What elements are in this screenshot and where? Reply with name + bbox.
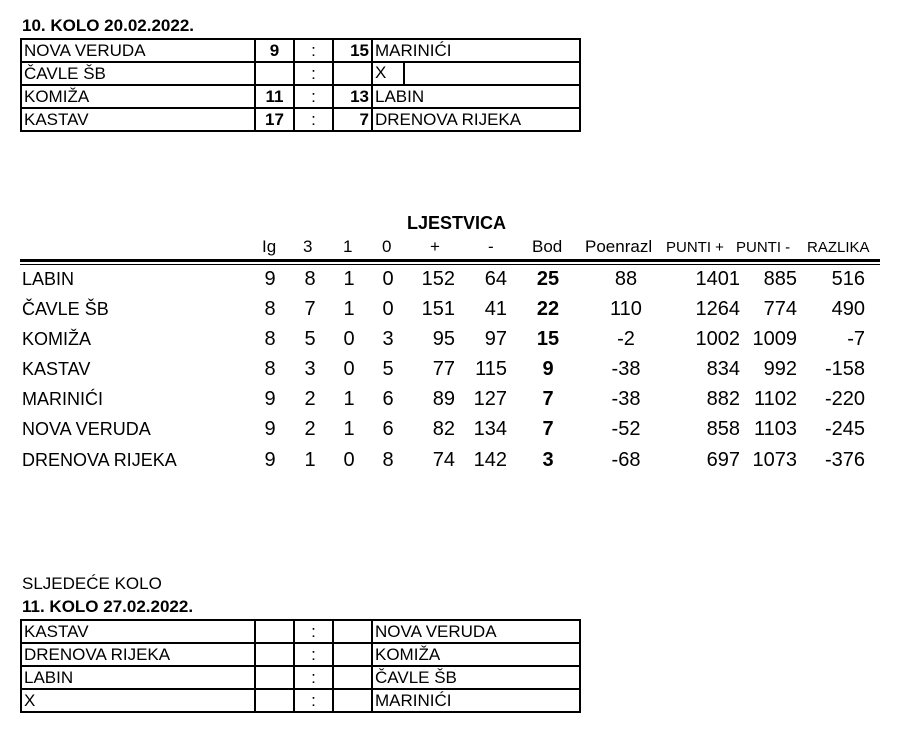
punti-plus: 1264 [695,298,740,320]
games-played: 9 [264,388,276,410]
punti-plus: 1002 [695,328,740,350]
header-poenrazl: Poenrazl [585,237,653,256]
team-name: ČAVLE ŠB [22,299,109,319]
away-team: MARINIĆI [372,39,580,62]
standings-title: LJESTVICA [407,213,507,233]
home-team: KASTAV [21,108,255,131]
team-name: KOMIŽA [22,329,92,349]
draws: 1 [343,418,355,440]
games-played: 9 [264,268,276,290]
goals-against: 97 [484,328,507,350]
draws: 0 [343,449,355,471]
points: 25 [536,268,560,290]
next-round-title: 11. KOLO 27.02.2022. [22,597,194,616]
table-row [21,39,580,62]
away-score [333,643,372,666]
header-minus: - [488,237,494,256]
table-row [0,384,900,414]
table-row [0,264,900,294]
punti-plus: 1401 [695,268,740,290]
away-team: DRENOVA RIJEKA [372,108,580,131]
games-played: 8 [264,328,276,350]
round10-results-table [20,38,581,132]
away-score: 15 [333,39,372,62]
header-plus: + [430,237,440,256]
away-team: ČAVLE ŠB [372,666,580,689]
wins: 8 [304,268,316,290]
wins: 2 [304,418,316,440]
table-row [21,666,580,689]
point-difference: -68 [611,449,641,471]
home-score [255,62,294,85]
team-name: NOVA VERUDA [22,419,151,439]
points: 22 [536,298,560,320]
punti-plus: 834 [706,358,740,380]
table-row [0,414,900,444]
losses: 6 [382,418,394,440]
points: 3 [542,449,554,471]
goals-against: 134 [473,418,507,440]
point-difference: 110 [610,298,642,320]
razlika: 490 [831,298,865,320]
wins: 1 [304,449,316,471]
games-played: 8 [264,298,276,320]
home-score: 17 [255,108,294,131]
losses: 6 [382,388,394,410]
losses: 0 [382,298,394,320]
razlika: -220 [824,388,865,410]
punti-minus: 992 [763,358,797,380]
punti-plus: 697 [706,449,740,471]
table-row [21,108,580,131]
table-row [21,643,580,666]
goals-for: 77 [432,358,455,380]
table-row [21,85,580,108]
team-name: MARINIĆI [22,389,103,409]
punti-minus: 1103 [753,418,797,440]
home-score [255,689,294,712]
home-team: DRENOVA RIJEKA [21,643,255,666]
home-team: KOMIŽA [21,85,255,108]
goals-against: 64 [484,268,507,290]
team-name: KASTAV [22,359,91,379]
score-separator: : [294,108,333,131]
home-team: ČAVLE ŠB [21,62,255,85]
wins: 7 [304,298,316,320]
header-punti-minus: PUNTI - [736,239,791,256]
goals-for: 95 [432,328,455,350]
losses: 5 [382,358,394,380]
away-score: 13 [333,85,372,108]
draws: 1 [343,298,355,320]
score-separator: : [294,620,333,643]
home-score: 9 [255,39,294,62]
points: 7 [542,418,554,440]
home-team: X [21,689,255,712]
punti-minus: 1102 [753,388,797,410]
table-row [0,324,900,354]
points: 9 [542,358,554,380]
header-losses: 0 [382,237,392,256]
next-round-fixtures-table [20,619,581,713]
away-score: 7 [333,108,372,131]
losses: 3 [382,328,394,350]
away-score [333,689,372,712]
header-wins: 3 [303,237,313,256]
razlika: -158 [824,358,865,380]
away-team: MARINIĆI [372,689,580,712]
games-played: 9 [264,449,276,471]
draws: 0 [343,358,355,380]
games-played: 9 [264,418,276,440]
score-separator: : [294,689,333,712]
away-score [333,62,372,85]
losses: 8 [382,449,394,471]
header-bod: Bod [532,237,563,256]
header-rule [20,259,880,262]
away-team: LABIN [372,85,580,108]
team-name: DRENOVA RIJEKA [22,450,177,470]
punti-minus: 885 [763,268,797,290]
away-team: NOVA VERUDA [372,620,580,643]
goals-for: 74 [432,449,455,471]
razlika: -376 [824,449,865,471]
header-ig: Ig [262,237,277,256]
goals-against: 127 [473,388,507,410]
header-razlika: RAZLIKA [807,239,870,256]
table-row [0,354,900,384]
losses: 0 [382,268,394,290]
away-team: KOMIŽA [372,643,580,666]
round10-title: 10. KOLO 20.02.2022. [22,16,194,35]
point-difference: 88 [614,268,638,290]
razlika: -7 [847,328,865,350]
punti-minus: 1073 [752,449,797,471]
punti-minus: 774 [763,298,797,320]
away-score [333,620,372,643]
home-team: LABIN [21,666,255,689]
goals-for: 82 [432,418,455,440]
goals-against: 142 [473,449,507,471]
draws: 0 [343,328,355,350]
home-score [255,666,294,689]
score-separator: : [294,666,333,689]
points: 15 [536,328,560,350]
score-separator: : [294,85,333,108]
away-team: X [373,63,405,84]
away-score [333,666,372,689]
table-row [21,689,580,712]
table-row [0,294,900,324]
table-row [21,620,580,643]
next-round-label: SLJEDEĆE KOLO [22,574,162,593]
point-difference: -2 [617,328,635,350]
draws: 1 [343,388,355,410]
goals-for: 151 [421,298,455,320]
home-score [255,620,294,643]
razlika: 516 [831,268,865,290]
punti-minus: 1009 [752,328,797,350]
team-name: LABIN [22,269,75,289]
point-difference: -52 [611,418,641,440]
home-team: NOVA VERUDA [21,39,255,62]
goals-against: 41 [484,298,507,320]
score-separator: : [294,643,333,666]
table-row [0,445,900,475]
razlika: -245 [824,418,865,440]
header-draws: 1 [343,237,353,256]
wins: 2 [304,388,316,410]
draws: 1 [343,268,355,290]
home-score: 11 [255,85,294,108]
punti-plus: 882 [706,388,740,410]
goals-for: 89 [432,388,455,410]
score-separator: : [294,39,333,62]
wins: 3 [304,358,316,380]
punti-plus: 858 [706,418,740,440]
games-played: 8 [264,358,276,380]
table-row [21,62,580,85]
header-punti-plus: PUNTI + [666,239,724,256]
goals-against: 115 [475,358,507,380]
home-team: KASTAV [21,620,255,643]
home-score [255,643,294,666]
point-difference: -38 [611,358,641,380]
point-difference: -38 [611,388,641,410]
goals-for: 152 [421,268,455,290]
points: 7 [542,388,554,410]
away-team-cell [372,62,580,85]
score-separator: : [294,62,333,85]
wins: 5 [304,328,316,350]
